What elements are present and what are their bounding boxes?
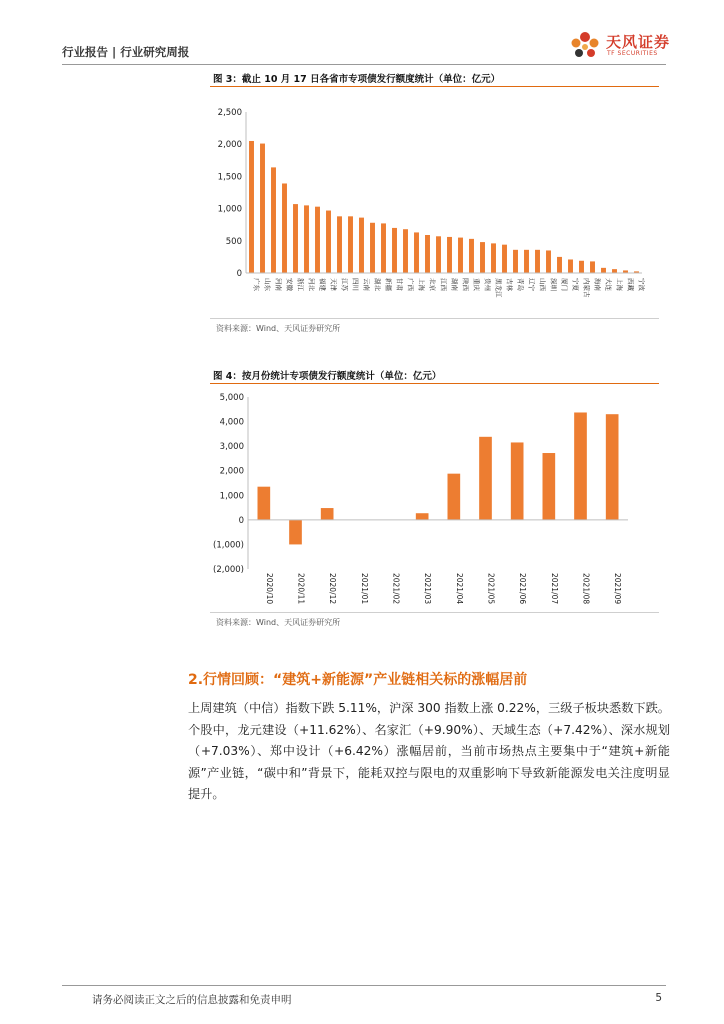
fig3-x-tick-label: 新疆 [384, 278, 393, 291]
fig4-bar [543, 453, 556, 520]
figure4-chart [210, 387, 659, 612]
fig4-y-tick-label: 4,000 [219, 417, 244, 428]
fig3-x-tick-label: 广西 [406, 278, 415, 291]
fig4-x-tick-label: 2021/01 [359, 573, 369, 605]
fig3-bar [348, 216, 353, 273]
fig3-bar [513, 250, 518, 273]
logo-flower-icon [568, 28, 602, 62]
fig3-bar [469, 239, 474, 273]
fig3-bar [271, 167, 276, 273]
fig4-y-tick-label: 1,000 [219, 491, 244, 502]
fig3-x-tick-label: 吉林 [505, 278, 514, 291]
figure4-bottom-rule [210, 612, 659, 613]
fig4-bar [511, 442, 524, 519]
fig4-bar [321, 508, 334, 520]
fig3-bar [436, 236, 441, 273]
fig4-bar [606, 414, 619, 520]
fig3-x-tick-label: 湖南 [450, 278, 459, 291]
fig4-x-tick-label: 2021/05 [486, 573, 496, 605]
fig3-x-tick-label: 江苏 [340, 278, 349, 291]
fig3-x-tick-label: 重庆 [472, 278, 481, 291]
figure3-source: 资料来源：Wind、天风证券研究所 [216, 324, 341, 333]
fig3-x-tick-label: 山东 [263, 278, 272, 291]
fig3-x-tick-label: 青岛 [516, 278, 525, 291]
fig3-bar [568, 259, 573, 273]
fig3-x-tick-label: 甘肃 [395, 278, 404, 291]
section-heading: 2.行情回顾：“建筑+新能源”产业链相关标的涨幅居前 [188, 672, 528, 688]
figure3-bottom-rule [210, 318, 659, 319]
fig3-bar [557, 257, 562, 273]
fig4-x-tick-label: 2020/10 [264, 573, 274, 605]
fig3-bar [249, 141, 254, 273]
fig3-x-tick-label: 四川 [351, 278, 360, 291]
fig3-y-tick-label: 2,000 [217, 140, 242, 151]
fig3-bar [304, 205, 309, 273]
section-paragraph: 上周建筑（中信）指数下跌 5.11%，沪深 300 指数上涨 0.22%，三级子板块悉数下跌。个股中，龙元建设（+11.62%）、名家汇（+9.90%）、天域生态（+7.42%）、深水规划（+7.03%）、郑中设计（+6.42%）涨幅居前，当前市场热点主要集中于“建筑+新能源”产业链，“碳中和”背景下，能耗双控与限电的双重影响下导致新能源发电关注度明显提升。 [188, 701, 670, 801]
fig3-x-tick-label: 山西 [538, 278, 547, 291]
company-logo [568, 28, 678, 62]
fig4-y-tick-label: 0 [238, 515, 244, 526]
figure4-source: 资料来源：Wind、天风证券研究所 [216, 618, 341, 627]
fig3-x-tick-label: 广东 [252, 278, 261, 291]
fig4-y-tick-label: (1,000) [213, 540, 244, 551]
report-category: 行业报告 | 行业研究周报 [62, 45, 190, 59]
fig4-x-tick-label: 2021/04 [454, 573, 464, 605]
fig3-x-tick-label: 西藏 [626, 278, 635, 291]
figure4-top-rule [210, 383, 659, 384]
fig3-bar [337, 216, 342, 273]
fig3-bar [392, 228, 397, 273]
fig3-x-tick-label: 北京 [428, 278, 437, 291]
fig3-x-tick-label: 云南 [362, 278, 371, 291]
fig4-bar [289, 520, 302, 545]
fig3-bar [326, 211, 331, 273]
fig3-x-tick-label: 宁波 [637, 278, 646, 291]
fig4-y-tick-label: 5,000 [219, 393, 244, 403]
page-number: 5 [655, 992, 662, 1004]
fig3-bar [293, 204, 298, 273]
fig4-x-tick-label: 2021/02 [391, 573, 401, 605]
fig3-bar [370, 223, 375, 273]
fig3-x-tick-label: 贵州 [483, 278, 492, 291]
fig3-x-tick-label: 河南 [274, 278, 283, 291]
fig4-x-tick-label: 2021/08 [581, 573, 591, 605]
fig3-x-tick-label: 黑龙江 [494, 278, 503, 298]
figure3-chart [210, 90, 659, 318]
fig3-y-tick-label: 500 [225, 236, 242, 247]
fig3-bar [260, 144, 265, 273]
fig3-bar [414, 232, 419, 273]
fig3-bar [381, 223, 386, 273]
fig3-x-tick-label: 上海 [417, 278, 426, 291]
fig3-y-tick-label: 1,000 [217, 204, 242, 215]
fig3-x-tick-label: 上海 [615, 278, 624, 291]
fig3-bar [447, 237, 452, 273]
fig3-x-tick-label: 深圳 [549, 278, 558, 291]
fig3-bar [590, 261, 595, 273]
fig3-bar [282, 183, 287, 273]
fig4-x-tick-label: 2020/11 [296, 573, 306, 605]
fig3-bar [524, 250, 529, 273]
fig3-bar [480, 242, 485, 273]
fig3-x-tick-label: 福建 [318, 278, 327, 291]
fig3-x-tick-label: 辽宁 [527, 278, 536, 291]
fig3-x-tick-label: 海南 [593, 278, 602, 291]
fig4-x-tick-label: 2021/07 [549, 573, 559, 605]
fig3-bar [612, 269, 617, 273]
fig4-bar [479, 437, 492, 520]
fig4-bar [448, 474, 461, 520]
figure3-title: 图 3：截止 10 月 17 日各省市专项债发行额度统计（单位：亿元） [213, 74, 501, 85]
fig3-bar [458, 238, 463, 273]
fig3-bar [425, 235, 430, 273]
fig3-bar [546, 250, 551, 273]
fig3-bar [502, 245, 507, 273]
fig3-x-tick-label: 河北 [307, 278, 316, 291]
fig4-bar [574, 412, 587, 519]
fig4-x-tick-label: 2021/03 [423, 573, 433, 605]
fig3-y-tick-label: 2,500 [217, 108, 242, 118]
fig3-x-tick-label: 天津 [329, 278, 338, 291]
fig3-bar [359, 218, 364, 273]
fig4-x-tick-label: 2020/12 [328, 573, 338, 605]
fig4-x-tick-label: 2021/09 [613, 573, 623, 605]
fig3-bar [601, 268, 606, 273]
fig3-bar [403, 229, 408, 273]
fig3-x-tick-label: 安徽 [285, 278, 294, 291]
logo-name-en: TF SECURITIES [607, 50, 658, 57]
fig4-y-tick-label: 2,000 [219, 466, 244, 477]
fig4-bar [258, 487, 271, 520]
fig3-x-tick-label: 陕西 [461, 278, 470, 291]
fig3-y-tick-label: 1,500 [217, 172, 242, 183]
logo-name-cn: 天风证券 [606, 33, 671, 51]
fig3-x-tick-label: 厦门 [560, 278, 569, 291]
fig3-bar [535, 250, 540, 273]
fig3-x-tick-label: 内蒙古 [582, 278, 591, 298]
fig3-x-tick-label: 湖北 [373, 278, 382, 291]
fig4-x-tick-label: 2021/06 [518, 573, 528, 605]
fig4-y-tick-label: 3,000 [219, 442, 244, 453]
header-divider [62, 64, 666, 65]
fig3-bar [579, 261, 584, 273]
fig3-x-tick-label: 浙江 [296, 278, 305, 291]
fig3-x-tick-label: 江西 [439, 278, 448, 291]
fig4-bar [416, 513, 429, 520]
fig3-bar [315, 207, 320, 273]
fig3-y-tick-label: 0 [236, 269, 242, 279]
fig3-x-tick-label: 大连 [604, 278, 613, 291]
fig3-x-tick-label: 宁夏 [571, 278, 580, 291]
footer-divider [62, 985, 666, 986]
figure4-title: 图 4：按月份统计专项债发行额度统计（单位：亿元） [213, 371, 442, 382]
fig3-bar [491, 243, 496, 273]
fig4-y-tick-label: (2,000) [213, 565, 244, 575]
figure3-top-rule [210, 86, 659, 87]
footer-disclaimer: 请务必阅读正文之后的信息披露和免责申明 [92, 994, 292, 1006]
